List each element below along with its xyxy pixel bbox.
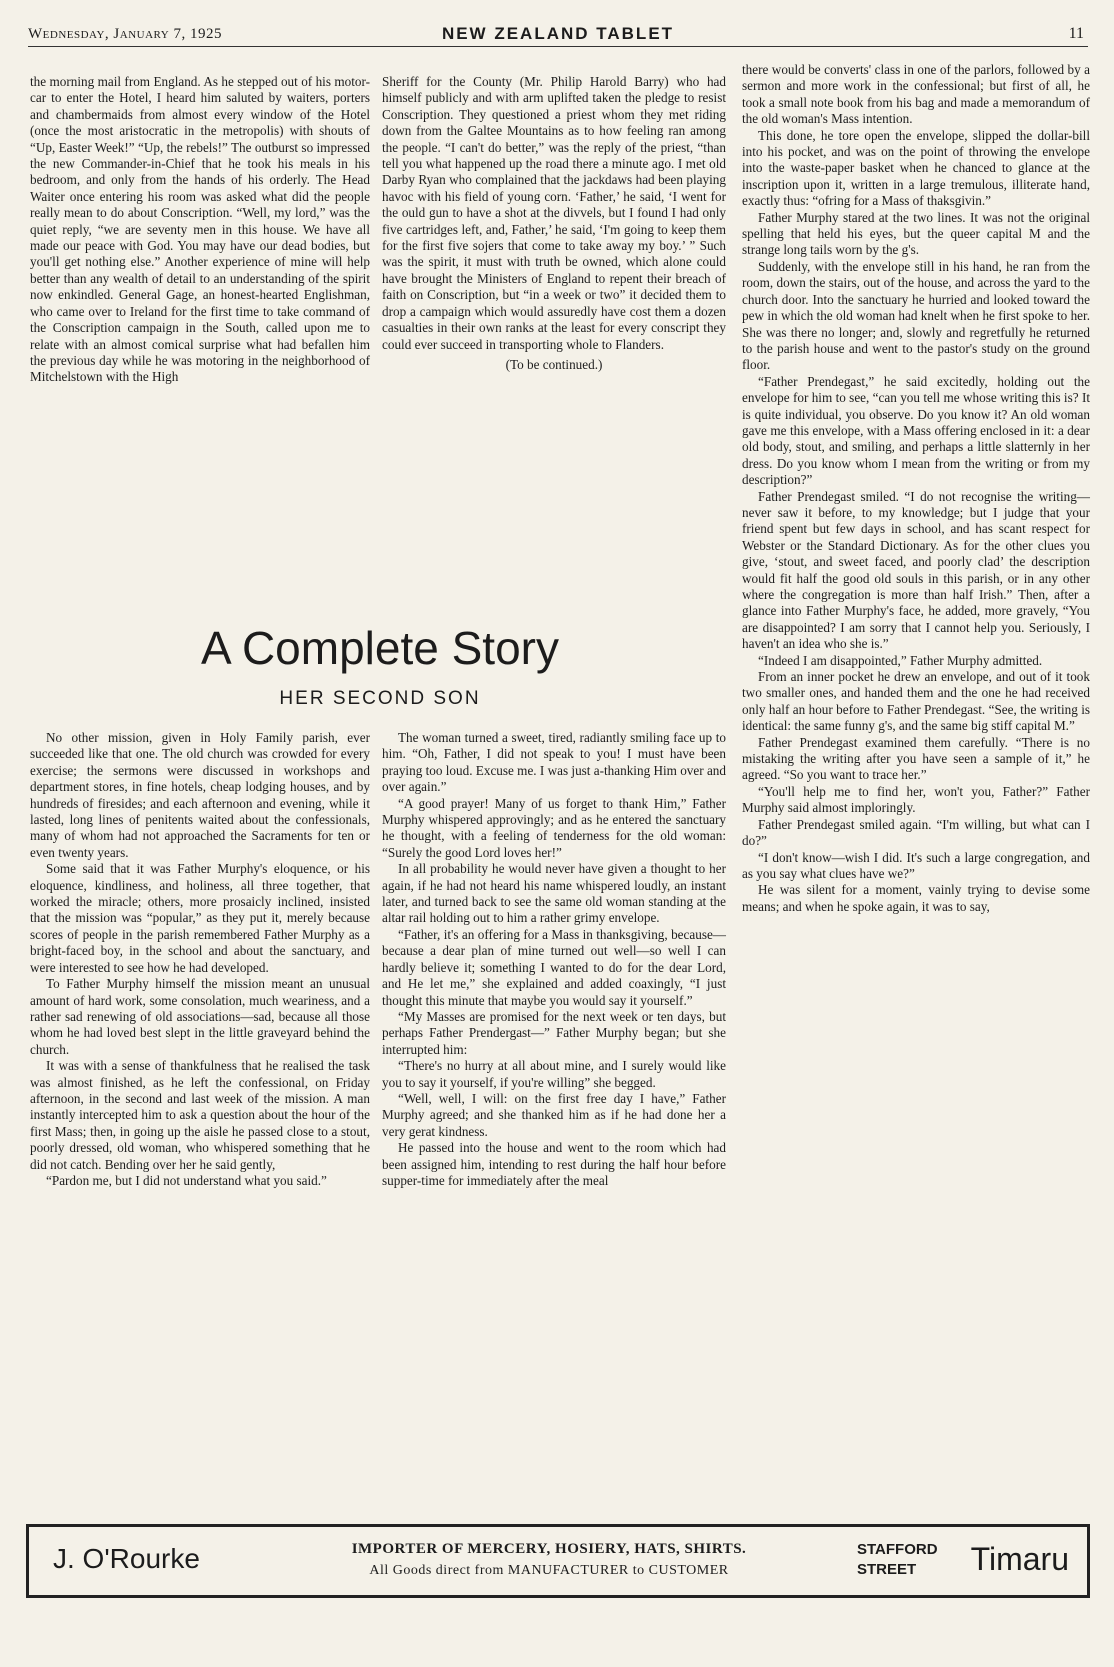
article-column-2	[382, 74, 726, 373]
story-column-middle	[382, 730, 726, 1189]
paragraph: “I don't know—wish I did. It's such a large congregation, and as you say what clues have we?”	[742, 849, 1090, 881]
paragraph: To Father Murphy himself the mission meant an unusual amount of hard work, some consolation, much weariness, and a rather sad renewing of old associations—sad, because all those whom he had loved best slept in the little graveyard behind the church.	[30, 976, 370, 1057]
paragraph: “Father, it's an offering for a Mass in thanksgiving, because—because a dear plan of mine turned out well—so well I can hardly believe it; something I wanted to do for the dear Lord, and He let me,” she explained and added coaxingly, “I just thought this minute that maybe you would say it yourself.”	[382, 926, 726, 1008]
paragraph: He passed into the house and went to the room which had been assigned him, intending to rest during the half hour before supper-time for immediately after the meal	[382, 1140, 726, 1188]
advertisement-box	[26, 1524, 1090, 1598]
paragraph: “A good prayer! Many of us forget to thank Him,” Father Murphy whispered approvingly; and as he entered the sanctuary he thought, with a feeling of tenderness for the old woman: “Surely the good Lord loves her!”	[382, 795, 726, 860]
story-subtitle: HER SECOND SON	[279, 688, 481, 709]
paragraph: This done, he tore open the envelope, slipped the dollar-bill into his pocket, and was on the point of throwing the envelope into the waste-paper basket when he chanced to glance at the inscription upon it, written in a large tremulous, illiterate hand, exactly thus: “ofring for a Mass of thaksgivin.”	[742, 127, 1090, 209]
story-column-right	[742, 62, 1090, 915]
paragraph: Some said that it was Father Murphy's eloquence, or his eloquence, kindliness, and holiness, all three together, that worked the miracle; others, more prosaicly inclined, insisted that the mission was “popular,” as they put it, merely because scores of people in the parish remembered Father Murphy as a bright-faced boy, in the school and about the sanctuary, and were interested to see how he had developed.	[30, 861, 370, 975]
to-be-continued: (To be continued.)	[505, 356, 603, 372]
paragraph: From an inner pocket he drew an envelope, and out of it took two smaller ones, and handed them and the one he had received only half an hour before to Father Prendegast. “See, the writing is identical: the same funny g's, and the same big stiff capital M.”	[742, 669, 1090, 734]
paragraph: the morning mail from England. As he stepped out of his motor-car to enter the Hotel, I heard him saluted by waiters, porters and chambermaids from almost every window of the Hotel (once the most aristocratic in the metropolis) with shouts of “Up, Easter Week!” “Up, the rebels!” The outburst so impressed the new Commander-in-Chief that he took his meals in his bedroom, and only from the hands of his orderly. The Head Waiter once entering his room was asked what did the people really mean to do about Conscription. “Well, my lord,” was the quiet reply, “we are seventy men in this house. We have all made our peace with God. You may have our dead bodies, but you'll get nothing else.” Another experience of mine will help better than any wealth of detail to an understanding of the spirit now enkindled. General Gage, an honest-hearted Englishman, who came over to Ireland for the first time to take command of the Conscription campaign in the South, called upon me to relate with an almost comical surprise what had befallen him the previous day while he was motoring in the neighborhood of Mitchelstown with the High	[30, 74, 370, 385]
advert-town: Timaru	[970, 1541, 1069, 1577]
page-header	[28, 24, 1088, 47]
paragraph: “Well, well, I will: on the first free day I have,” Father Murphy agreed; and she thanked him as if he had done her a very gerat kindness.	[382, 1090, 726, 1139]
advert-subline: All Goods direct from MANUFACTURER to CUSTOMER	[369, 1563, 729, 1578]
paragraph: It was with a sense of thankfulness that he realised the task was almost finished, as he left the confessional, on Friday afternoon, in the second and last week of the mission. A man instantly intercepted him to ask a question about the hour of the first Mass; then, in going up the aisle he passed close to a stout, poorly dressed, old woman, who whispered something that he did not catch. Bending over her he said gently,	[30, 1058, 370, 1172]
paragraph: “Father Prendegast,” he said excitedly, holding out the envelope for him to see, “can you tell me whose writing this is? It is quite individual, you observe. Do you know it? An old woman gave me this envelope, with a Mass offering enclosed in it: a dear old body, stout, and smiling, and perhaps a little slatternly in her dress. Do you know whom I mean from the writing or from my description?”	[742, 373, 1090, 488]
paragraph: He was silent for a moment, vainly trying to devise some means; and when he spoke again, it was to say,	[742, 882, 1090, 914]
paragraph: Father Prendegast smiled. “I do not recognise the writing—never saw it before, to my knowledge; but I judge that your friend spent but few days in school, and has scant respect for Webster or the Standard Dictionary. As for the other clues you give, ‘stout, and sweet faced, and poorly clad’ the description would fit half the good old souls in this parish, or in any other where the congregation is more than half Irish.” Then, after a glance into Father Murphy's face, he added, more gravely, “You are disappointed? I am sorry that I cannot help you. Seriously, I haven't an idea who she is.”	[742, 488, 1090, 652]
advert-street-label: STREET	[857, 1561, 917, 1578]
paragraph: “Pardon me, but I did not understand what you said.”	[46, 1172, 327, 1188]
paragraph: Sheriff for the County (Mr. Philip Harold Barry) who had himself publicly and with arm uplifted taken the pledge to resist Conscription. They questioned a priest whom they met riding down from the Galtee Mountains as to how feeling ran among the people. “I can't do better,” was the reply of the priest, “than tell you what happened up the road there a minute ago. I met old Darby Ryan who complained that the jackdaws had been playing havoc with his field of young corn. ‘Father,’ he said, ‘I went for the ould gun to have a shot at the divvels, but I found I had only five cartridges left, and, Father,’ he said, ‘I'm going to keep them for the first five sojers that come to take away my boy.’ ” Such was the spirit, it must with truth be owned, which alone could have brought the Ministers of England to repent their breach of faith on Conscription, but “in a week or two” it decided them to drop a campaign which would assuredly have cost them a dozen casualties in their own ranks at the least for every conscript they could ever succeed in transporting whole to Flanders.	[382, 74, 726, 352]
newspaper-title: NEW ZEALAND TABLET	[441, 24, 675, 43]
paragraph: “Indeed I am disappointed,” Father Murphy admitted.	[758, 652, 1043, 668]
paragraph: The woman turned a sweet, tired, radiantly smiling face up to him. “Oh, Father, I did not speak to you! I must have been praying too loud. Excuse me. I was just a-thanking Him over and over again.”	[382, 730, 726, 795]
paragraph: “You'll help me to find her, won't you, Father?” Father Murphy said almost imploringly.	[742, 783, 1090, 816]
advertiser-name: J. O'Rourke	[53, 1543, 200, 1574]
issue-date: Wednesday, January 7, 1925	[28, 26, 222, 42]
page-number: 11	[1068, 25, 1084, 42]
paragraph: Father Murphy stared at the two lines. It was not the original spelling that held his eyes, but the queer capital M and the strange long tails worn by the g's.	[742, 209, 1090, 258]
paragraph: Father Prendegast smiled again. “I'm willing, but what can I do?”	[742, 816, 1090, 849]
story-heading: A Complete Story	[201, 622, 559, 674]
paragraph: In all probability he would never have given a thought to her again, if he had not heard his name whispered loudly, an instant later, and turned back to see the same old woman standing at the altar rail holding out to him a rather grimy envelope.	[382, 861, 726, 926]
paragraph: No other mission, given in Holy Family parish, ever succeeded like that one. The old church was crowded for every exercise; the sermons were discussed in workshops and department stores, in fine hotels, cheap lodging houses, and by hundreds of firesides; and each afternoon and evening, while it lasted, long lines of penitents waited about the confessionals, many of whom had not approached the Sacraments for ten or even twenty years.	[30, 730, 370, 860]
paragraph: “My Masses are promised for the next week or ten days, but perhaps Father Prendergast—” Father Murphy began; but she interrupted him:	[382, 1008, 726, 1057]
advert-tagline: IMPORTER OF MERCERY, HOSIERY, HATS, SHIRTS.	[351, 1541, 747, 1557]
story-column-left	[30, 730, 370, 1189]
paragraph: Father Prendegast examined them carefully. “There is no mistaking the writing after you have seen a sample of it,” he agreed. “So you want to trace her.”	[742, 734, 1090, 783]
paragraph: Suddenly, with the envelope still in his hand, he ran from the room, down the stairs, out of the house, and across the yard to the church door. Into the sanctuary he hurried and looked toward the pew in which the old woman had knelt when he first spoke to her. She was there no longer; and, slowly and regretfully he returned to the parish house and went to the pastor's study on the ground floor.	[742, 258, 1090, 373]
advert-street-name: STAFFORD	[857, 1541, 938, 1558]
article-column-1	[30, 74, 370, 386]
paragraph: there would be converts' class in one of the parlors, followed by a sermon and more work in the confessional; but first of all, he took a small note book from his bag and made a memorandum of the old woman's Mass intention.	[742, 62, 1090, 127]
paragraph: “There's no hurry at all about mine, and I surely would like you to say it yourself, if you're willing” she begged.	[382, 1058, 726, 1090]
